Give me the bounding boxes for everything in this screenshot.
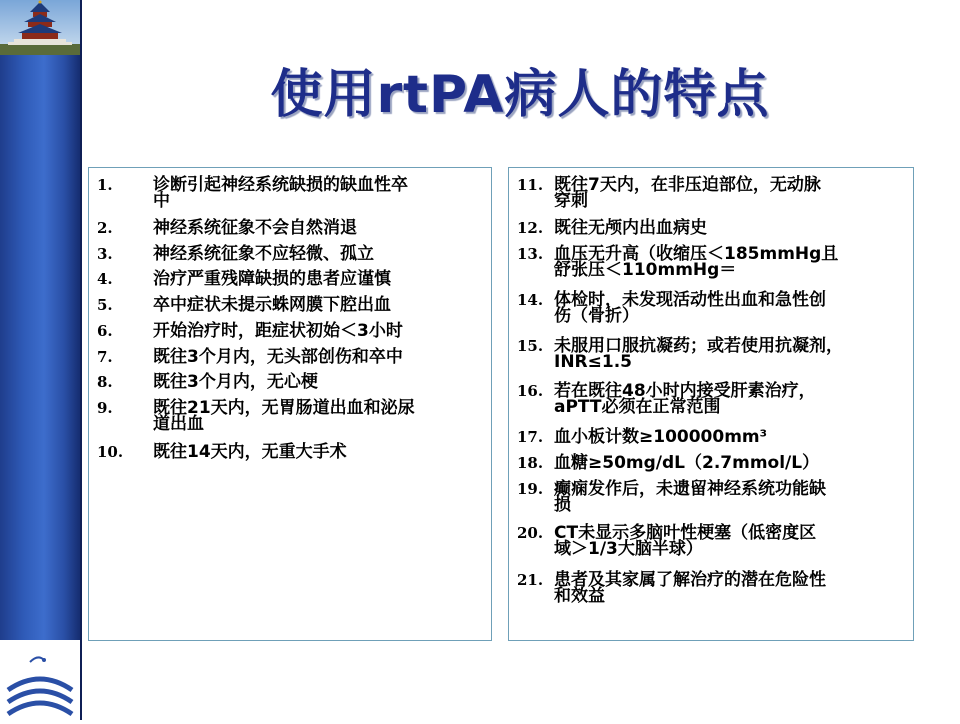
item-number: 7. <box>97 348 113 366</box>
criteria-box-left <box>88 167 492 641</box>
item-line: 若在既往48小时内接受肝素治疗， <box>554 381 816 401</box>
item-line: 损 <box>554 495 571 515</box>
slide-title: 使用rtPA病人的特点 <box>270 65 770 125</box>
item-line: 域＞1/3大脑半球） <box>554 539 703 559</box>
item-line: 血压无升高（收缩压＜185mmHg且 <box>554 244 839 264</box>
item-number: 20. <box>517 524 544 542</box>
item-line: 既往21天内，无胃肠道出血和泌尿 <box>153 398 415 418</box>
item-text: 神经系统征象不应轻微、孤立 <box>153 244 374 264</box>
item-text <box>554 177 906 209</box>
item-line: aPTT必须在正常范围 <box>554 397 721 417</box>
item-text: 既往3个月内，无心梗 <box>153 372 318 392</box>
item-text <box>554 246 906 278</box>
item-number: 11. <box>517 176 544 194</box>
temple-of-heaven-photo <box>0 0 80 55</box>
item-line: 穿刺 <box>554 191 588 211</box>
item-text: 神经系统征象不会自然消退 <box>153 218 357 238</box>
item-number: 2. <box>97 219 113 237</box>
item-text <box>554 338 906 370</box>
item-number: 1. <box>97 176 113 194</box>
item-line: 道出血 <box>153 414 204 434</box>
item-number: 10. <box>97 443 124 461</box>
item-line: CT未显示多脑叶性梗塞（低密度区 <box>554 523 817 543</box>
item-line: 和效益 <box>554 586 605 606</box>
item-text <box>153 400 483 432</box>
item-text <box>554 383 906 415</box>
item-number: 3. <box>97 245 113 263</box>
item-text: 血小板计数≥100000mm³ <box>554 427 768 447</box>
item-text <box>554 481 906 513</box>
item-text <box>554 292 906 324</box>
item-number: 16. <box>517 382 544 400</box>
item-line: INR≤1.5 <box>554 352 633 372</box>
item-text <box>153 177 483 209</box>
item-number: 12. <box>517 219 544 237</box>
item-text <box>554 572 906 604</box>
item-text: 开始治疗时，距症状初始＜3小时 <box>153 321 403 341</box>
item-text <box>554 525 906 557</box>
item-line: 舒张压＜110mmHg＝ <box>554 260 737 280</box>
item-line: 体检时，未发现活动性出血和急性创 <box>554 290 826 310</box>
item-number: 13. <box>517 245 544 263</box>
item-number: 21. <box>517 571 544 589</box>
item-text: 卒中症状未提示蛛网膜下腔出血 <box>153 295 391 315</box>
item-number: 18. <box>517 454 544 472</box>
criteria-box-right <box>508 167 914 641</box>
item-number: 15. <box>517 337 544 355</box>
item-number: 5. <box>97 296 113 314</box>
logo-emblem <box>0 640 80 720</box>
item-line: 中 <box>153 191 170 211</box>
item-number: 4. <box>97 270 113 288</box>
item-number: 8. <box>97 373 113 391</box>
item-text: 既往3个月内，无头部创伤和卒中 <box>153 347 403 367</box>
item-line: 诊断引起神经系统缺损的缺血性卒 <box>153 175 408 195</box>
item-number: 17. <box>517 428 544 446</box>
item-text: 血糖≥50mg/dL（2.7mmol/L） <box>554 453 820 473</box>
item-line: 癫痫发作后，未遗留神经系统功能缺 <box>554 479 826 499</box>
item-line: 未服用口服抗凝药；或若使用抗凝剂， <box>554 336 843 356</box>
item-line: 患者及其家属了解治疗的潜在危险性 <box>554 570 826 590</box>
item-number: 6. <box>97 322 113 340</box>
item-line: 伤（骨折） <box>554 306 639 326</box>
item-text: 治疗严重残障缺损的患者应谨慎 <box>153 269 391 289</box>
item-number: 14. <box>517 291 544 309</box>
item-line: 既往7天内，在非压迫部位，无动脉 <box>554 175 821 195</box>
item-text: 既往14天内，无重大手术 <box>153 442 347 462</box>
item-number: 19. <box>517 480 544 498</box>
item-text: 既往无颅内出血病史 <box>554 218 707 238</box>
item-number: 9. <box>97 399 113 417</box>
left-decorative-band <box>0 0 80 720</box>
